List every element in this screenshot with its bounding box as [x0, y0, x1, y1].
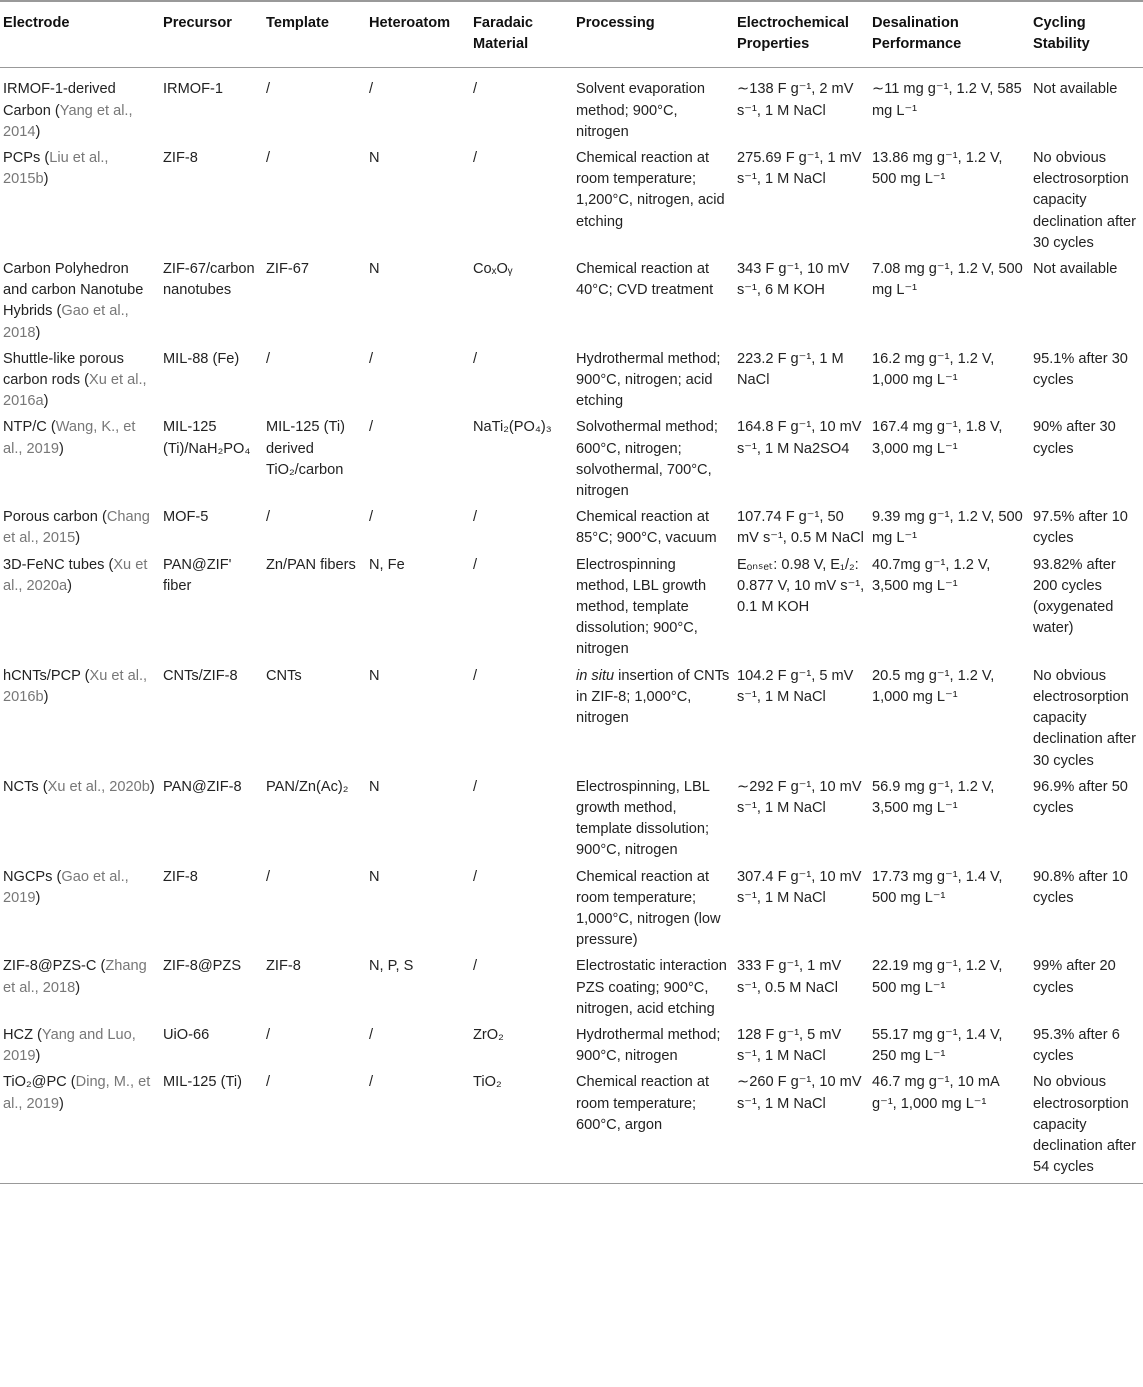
cell-desalination: 9.39 mg g⁻¹, 1.2 V, 500 mg L⁻¹	[872, 509, 1023, 547]
cell-precursor: MIL-125 (Ti)	[163, 1074, 242, 1091]
cell-precursor: PAN@ZIF-8	[163, 778, 242, 795]
table-row	[0, 259, 1143, 349]
citation-link[interactable]: Xu et al., 2016a	[3, 372, 147, 410]
cell-electrode: NTP/C (Wang, K., et al., 2019)	[3, 419, 136, 457]
cell-template: /	[266, 1026, 271, 1043]
electrode-name: NGCPs	[3, 868, 53, 885]
citation-link[interactable]: Chang et al., 2015	[3, 509, 150, 547]
cell-processing: Hydrothermal method; 900°C, nitrogen	[576, 1026, 721, 1065]
cell-template: /	[266, 150, 271, 167]
cell-processing: Electrospinning method, LBL growth method, template dissolution; 900°C, nitrogen	[576, 556, 707, 658]
electrode-name: 3D-FeNC tubes	[3, 556, 105, 573]
cell-precursor: ZIF-67/carbon nanotubes	[163, 261, 255, 299]
cell-processing	[573, 666, 734, 777]
citation-link[interactable]: Liu et al., 2015b	[3, 150, 109, 188]
cell-processing: Solvothermal method; 600°C, nitrogen; solvothermal, 700°C, nitrogen	[576, 419, 718, 500]
citation-link[interactable]: Zhang et al., 2018	[3, 958, 147, 996]
header-cell: Template	[266, 15, 329, 31]
table-row	[0, 417, 1143, 507]
citation-link[interactable]: Xu et al., 2016b	[3, 667, 148, 705]
cell-electrode: ZIF-8@PZS-C (Zhang et al., 2018)	[3, 958, 147, 996]
cell-cycling: No obvious electrosorption capacity declination after 54 cycles	[1033, 1074, 1137, 1176]
cell-heteroatom: N	[369, 667, 380, 684]
cell-cycling: 97.5% after 10 cycles	[1033, 509, 1128, 547]
cell-template: MIL-125 (Ti) derived TiO₂/carbon	[266, 419, 345, 478]
cell-heteroatom: N	[369, 778, 380, 795]
cell-electrode: HCZ (Yang and Luo, 2019)	[3, 1026, 136, 1065]
cell-template: /	[266, 1074, 271, 1091]
electrode-name: Porous carbon	[3, 509, 98, 526]
citation-link[interactable]: Gao et al., 2018	[3, 303, 129, 341]
cell-precursor: UiO-66	[163, 1026, 210, 1043]
table-row	[0, 555, 1143, 666]
cell-faradaic: NaTi₂(PO₄)₃	[473, 419, 552, 436]
table-row	[0, 148, 1143, 259]
cell-electrochem: 107.74 F g⁻¹, 50 mV s⁻¹, 0.5 M NaCl	[737, 509, 864, 547]
cell-faradaic: /	[473, 667, 478, 684]
cell-electrode: IRMOF-1-derived Carbon (Yang et al., 2014)	[3, 81, 133, 140]
cell-electrode: NGCPs (Gao et al., 2019)	[3, 868, 129, 906]
processing-rest: insertion of CNTs in ZIF-8; 1,000°C, nitrogen	[576, 667, 730, 727]
electrode-name: TiO₂@PC	[3, 1074, 67, 1091]
cell-electrode: NCTs (Xu et al., 2020b)	[3, 778, 155, 795]
cell-heteroatom: /	[369, 509, 374, 526]
table-row	[0, 349, 1143, 418]
cell-cycling: 93.82% after 200 cycles (oxygenated water)	[1033, 556, 1116, 637]
header-cell: Faradaic Material	[473, 15, 534, 53]
cell-faradaic: /	[473, 350, 478, 367]
cell-electrochem: ∼260 F g⁻¹, 10 mV s⁻¹, 1 M NaCl	[737, 1074, 862, 1112]
table-row	[0, 867, 1143, 957]
table-row	[0, 68, 1143, 148]
electrode-name: Carbon Polyhedron and carbon Nanotube Hybrids	[3, 261, 144, 320]
cell-precursor: MIL-125 (Ti)/NaH₂PO₄	[163, 419, 251, 457]
header-cell: Desalination Performance	[872, 15, 962, 53]
cell-template: /	[266, 350, 271, 367]
cell-processing: Chemical reaction at room temperature; 1,000°C, nitrogen (low pressure)	[576, 868, 721, 949]
header-cell: Cycling Stability	[1033, 15, 1090, 53]
cell-electrochem: 104.2 F g⁻¹, 5 mV s⁻¹, 1 M NaCl	[737, 667, 854, 705]
cell-electrode: PCPs (Liu et al., 2015b)	[3, 150, 109, 188]
electrode-name: NCTs	[3, 778, 39, 795]
cell-template: PAN/Zn(Ac)₂	[266, 778, 349, 795]
cell-heteroatom: N, P, S	[369, 958, 414, 975]
cell-electrochem: Eₒₙₛₑₜ: 0.98 V, E₁/₂: 0.877 V, 10 mV s⁻¹, 0.1 M KOH	[737, 556, 865, 616]
header-cell: Heteroatom	[369, 15, 451, 31]
cell-electrochem: 307.4 F g⁻¹, 10 mV s⁻¹, 1 M NaCl	[737, 868, 862, 906]
cell-processing: Chemical reaction at room temperature; 1,200°C, nitrogen, acid etching	[576, 150, 725, 230]
cell-template: /	[266, 868, 271, 885]
cell-heteroatom: /	[369, 350, 374, 367]
cell-heteroatom: /	[369, 419, 374, 436]
cell-desalination: 40.7mg g⁻¹, 1.2 V, 3,500 mg L⁻¹	[872, 556, 991, 594]
cell-heteroatom: N	[369, 150, 380, 167]
cell-desalination: 55.17 mg g⁻¹, 1.4 V, 250 mg L⁻¹	[872, 1026, 1003, 1065]
cell-template: CNTs	[266, 667, 302, 684]
cell-electrode: Porous carbon (Chang et al., 2015)	[3, 509, 150, 547]
electrode-name: IRMOF-1-derived Carbon	[3, 81, 116, 119]
cell-cycling: 95.1% after 30 cycles	[1033, 350, 1128, 389]
cell-desalination: 22.19 mg g⁻¹, 1.2 V, 500 mg L⁻¹	[872, 958, 1003, 996]
cell-cycling: No obvious electrosorption capacity declination after 30 cycles	[1033, 150, 1137, 251]
cell-electrochem: 275.69 F g⁻¹, 1 mV s⁻¹, 1 M NaCl	[737, 150, 862, 188]
citation-link[interactable]: Gao et al., 2019	[3, 868, 129, 906]
cell-faradaic: /	[473, 868, 478, 885]
header-cell: Electrochemical Properties	[737, 15, 849, 53]
cell-precursor: PAN@ZIF' fiber	[163, 556, 232, 594]
cell-template: Zn/PAN fibers	[266, 556, 356, 573]
table-row	[0, 507, 1143, 554]
cell-cycling: 90.8% after 10 cycles	[1033, 868, 1128, 906]
table-row	[0, 1025, 1143, 1072]
table-body	[0, 68, 1143, 1184]
cell-electrode: TiO₂@PC (Ding, M., et al., 2019)	[3, 1074, 151, 1112]
cell-electrochem: ∼292 F g⁻¹, 10 mV s⁻¹, 1 M NaCl	[737, 778, 862, 816]
cell-desalination: 16.2 mg g⁻¹, 1.2 V, 1,000 mg L⁻¹	[872, 350, 995, 389]
cell-precursor: ZIF-8@PZS	[163, 958, 242, 975]
cell-desalination: ∼11 mg g⁻¹, 1.2 V, 585 mg L⁻¹	[872, 81, 1022, 119]
cell-electrochem: 343 F g⁻¹, 10 mV s⁻¹, 6 M KOH	[737, 261, 850, 299]
cell-template: /	[266, 81, 271, 98]
table-row	[0, 956, 1143, 1025]
cell-desalination: 46.7 mg g⁻¹, 10 mA g⁻¹, 1,000 mg L⁻¹	[872, 1074, 999, 1112]
cell-electrode: 3D-FeNC tubes (Xu et al., 2020a)	[3, 556, 148, 594]
cell-faradaic: /	[473, 81, 478, 98]
table-row	[0, 666, 1143, 777]
cell-cycling: 95.3% after 6 cycles	[1033, 1026, 1120, 1065]
electrode-name: ZIF-8@PZS-C	[3, 958, 97, 975]
electrode-name: PCPs	[3, 150, 41, 167]
cell-heteroatom: N, Fe	[369, 556, 405, 573]
cell-faradaic: /	[473, 958, 478, 975]
cell-precursor: MOF-5	[163, 509, 209, 526]
cell-processing: Hydrothermal method; 900°C, nitrogen; acid etching	[576, 350, 721, 410]
header-cell: Electrode	[3, 15, 70, 31]
table-row	[0, 1072, 1143, 1184]
cell-electrochem: 164.8 F g⁻¹, 10 mV s⁻¹, 1 M Na2SO4	[737, 419, 862, 457]
cell-cycling: No obvious electrosorption capacity declination after 30 cycles	[1033, 667, 1137, 769]
cell-heteroatom: N	[369, 868, 380, 885]
cell-cycling: 96.9% after 50 cycles	[1033, 778, 1128, 816]
cell-electrochem: 128 F g⁻¹, 5 mV s⁻¹, 1 M NaCl	[737, 1026, 842, 1065]
cell-electrode: Carbon Polyhedron and carbon Nanotube Hybrids (Gao et al., 2018)	[3, 261, 144, 341]
citation-link[interactable]: Xu et al., 2020a	[3, 556, 148, 594]
cell-precursor: IRMOF-1	[163, 81, 223, 98]
cell-heteroatom: /	[369, 1074, 374, 1091]
cell-heteroatom: N	[369, 261, 380, 278]
cell-processing: Chemical reaction at room temperature; 600°C, argon	[576, 1074, 710, 1133]
cell-desalination: 56.9 mg g⁻¹, 1.2 V, 3,500 mg L⁻¹	[872, 778, 995, 816]
cell-cycling: Not available	[1033, 81, 1118, 98]
cell-faradaic: CoₓOᵧ	[473, 261, 513, 278]
cell-electrode: hCNTs/PCP (Xu et al., 2016b)	[3, 667, 148, 705]
cell-electrode: Shuttle-like porous carbon rods (Xu et al., 2016a)	[3, 350, 147, 410]
cell-processing: Chemical reaction at 85°C; 900°C, vacuum	[576, 509, 717, 547]
cell-processing: Solvent evaporation method; 900°C, nitrogen	[576, 81, 705, 140]
citation-link[interactable]: Xu et al., 2020b	[47, 778, 150, 795]
citation-link[interactable]: Yang et al., 2014	[3, 102, 133, 140]
cell-desalination: 13.86 mg g⁻¹, 1.2 V, 500 mg L⁻¹	[872, 150, 1003, 188]
header-cell: Processing	[576, 15, 655, 31]
cell-desalination: 167.4 mg g⁻¹, 1.8 V, 3,000 mg L⁻¹	[872, 419, 1003, 457]
cell-processing: Electrostatic interaction PZS coating; 900°C, nitrogen, acid etching	[576, 958, 727, 1017]
cell-faradaic: /	[473, 509, 478, 526]
header-cell: Precursor	[163, 15, 232, 31]
cell-heteroatom: /	[369, 81, 374, 98]
cell-electrochem: 333 F g⁻¹, 1 mV s⁻¹, 0.5 M NaCl	[737, 958, 842, 996]
cell-electrochem: 223.2 F g⁻¹, 1 M NaCl	[737, 350, 844, 389]
citation-link[interactable]: Ding, M., et al., 2019	[3, 1074, 151, 1112]
cell-template: ZIF-8	[266, 958, 301, 975]
cell-precursor: MIL-88 (Fe)	[163, 350, 240, 367]
processing-italic: in situ	[576, 667, 615, 684]
cell-precursor: ZIF-8	[163, 868, 198, 885]
cell-template: ZIF-67	[266, 261, 309, 278]
citation-link[interactable]: Yang and Luo, 2019	[3, 1026, 136, 1065]
cell-precursor: ZIF-8	[163, 150, 198, 167]
cell-faradaic: /	[473, 778, 478, 795]
cell-cycling: Not available	[1033, 261, 1118, 278]
header-row	[0, 1, 1143, 68]
electrode-name: hCNTs/PCP	[3, 667, 81, 684]
electrode-name: Shuttle-like porous carbon rods	[3, 350, 124, 389]
cell-desalination: 17.73 mg g⁻¹, 1.4 V, 500 mg L⁻¹	[872, 868, 1003, 906]
electrode-name: NTP/C	[3, 419, 47, 436]
electrode-name: HCZ	[3, 1026, 33, 1043]
cell-processing: Chemical reaction at 40°C; CVD treatment	[576, 261, 714, 299]
cell-electrochem: ∼138 F g⁻¹, 2 mV s⁻¹, 1 M NaCl	[737, 81, 854, 119]
cell-faradaic: /	[473, 556, 478, 573]
citation-link[interactable]: Wang, K., et al., 2019	[3, 419, 136, 457]
cell-heteroatom: /	[369, 1026, 374, 1043]
cell-desalination: 7.08 mg g⁻¹, 1.2 V, 500 mg L⁻¹	[872, 261, 1023, 299]
table-row	[0, 777, 1143, 867]
cell-faradaic: TiO₂	[473, 1074, 502, 1091]
cell-cycling: 99% after 20 cycles	[1033, 958, 1116, 996]
cell-precursor: CNTs/ZIF-8	[163, 667, 238, 684]
cell-desalination: 20.5 mg g⁻¹, 1.2 V, 1,000 mg L⁻¹	[872, 667, 995, 705]
cell-template: /	[266, 509, 271, 526]
cell-cycling: 90% after 30 cycles	[1033, 419, 1116, 457]
cell-processing: Electrospinning, LBL growth method, template dissolution; 900°C, nitrogen	[576, 778, 710, 859]
cell-faradaic: /	[473, 150, 478, 167]
cell-faradaic: ZrO₂	[473, 1026, 504, 1043]
